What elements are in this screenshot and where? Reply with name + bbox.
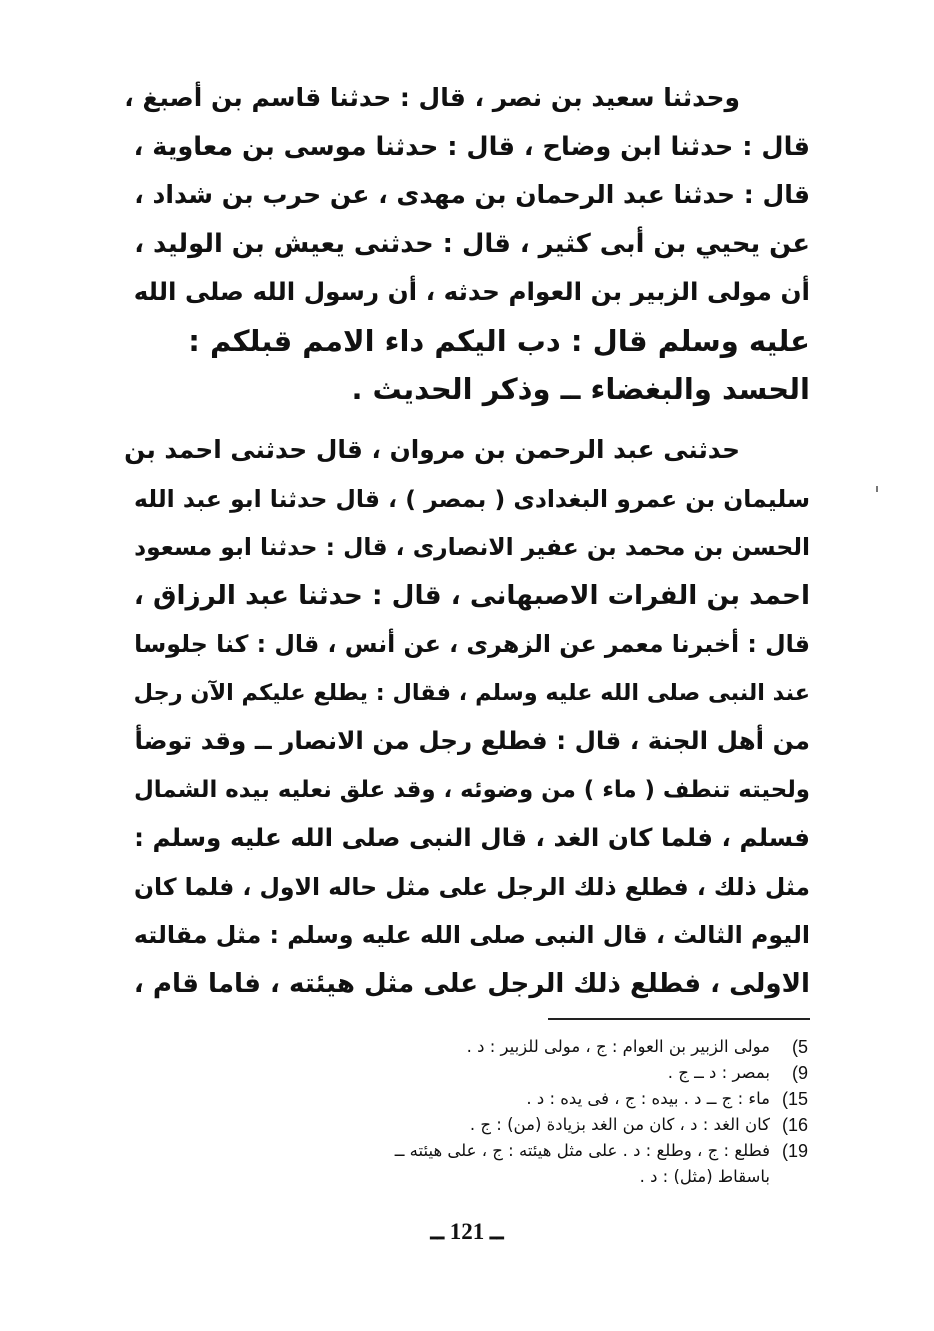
footnote-text: مولى الزبير بن العوام : ج ، مولى للزبير : د . <box>466 1037 770 1056</box>
text-line: عليه وسلم قال : دب اليكم داء الامم قبلكم : <box>188 323 810 358</box>
text-line: ولحيته تنطف ( ماء ) من وضوئه ، وقد علق نعليه بيده الشمال <box>133 776 810 803</box>
text-line: اليوم الثالث ، قال النبى صلى الله عليه وسلم : مثل مقالته <box>133 921 810 949</box>
text-line: احمد بن الفرات الاصبهانى ، قال : حدثنا عبد الرزاق ، <box>133 580 810 611</box>
text-line: حدثنى عبد الرحمن بن مروان ، قال حدثنى احمد بن <box>124 435 740 464</box>
text-line: أن مولى الزبير بن العوام حدثه ، أن رسول الله صلى الله <box>133 277 810 306</box>
footnote-text: بمصر : د ــ ج . <box>667 1063 770 1082</box>
footnote-number: 19) <box>781 1141 808 1161</box>
footnote-number: 15) <box>781 1089 808 1109</box>
footnote-number: 9) <box>791 1063 808 1083</box>
text-line: عند النبى صلى الله عليه وسلم ، فقال : يطلع عليكم الآن رجل <box>133 679 810 706</box>
footnote-item <box>300 1086 808 1112</box>
text-line: مثل ذلك ، فطلع ذلك الرجل على مثل حاله الاول ، فلما كان <box>133 872 810 901</box>
text-line: سليمان بن عمرو البغدادى ( بمصر ) ، قال حدثنا ابو عبد الله <box>134 484 810 513</box>
footnote-item <box>300 1060 808 1086</box>
footnote-number: 5) <box>791 1037 808 1057</box>
text-line: فسلم ، فلما كان الغد ، قال النبى صلى الله عليه وسلم : <box>134 823 810 852</box>
page-number: ــ 121 ــ <box>430 1219 504 1244</box>
footnote-number: 16) <box>781 1115 808 1135</box>
text-line: وحدثنا سعيد بن نصر ، قال : حدثنا قاسم بن أصبغ ، <box>124 83 740 112</box>
text-line: قال : أخبرنا معمر عن الزهرى ، عن أنس ، قال : كنا جلوسا <box>134 630 810 658</box>
scan-speck <box>876 486 878 492</box>
text-line: عن يحيي بن أبى كثير ، قال : حدثنى يعيش بن الوليد ، <box>134 228 810 259</box>
footnote-item <box>300 1138 808 1164</box>
footnotes <box>300 1034 808 1190</box>
footnote-separator <box>548 1018 810 1020</box>
footnote-text: فطلع : ج ، وطلع : د . على مثل هيئته : ج ، على هيئته ــ <box>394 1141 770 1160</box>
text-line: الحسن بن محمد بن عفير الانصارى ، قال : حدثنا ابو مسعود <box>134 533 810 561</box>
text-line: قال : حدثنا ابن وضاح ، قال : حدثنا موسى بن معاوية ، <box>133 131 810 162</box>
footnote-item <box>300 1112 808 1138</box>
text-line: الحسد والبغضاء ــ وذكر الحديث . <box>351 372 810 406</box>
text-line: قال : حدثنا عبد الرحمان بن مهدى ، عن حرب بن شداد ، <box>134 180 810 209</box>
text-line: من أهل الجنة ، قال : فطلع رجل من الانصار ــ وقد توضأ <box>134 726 810 755</box>
text-line: الاولى ، فطلع ذلك الرجل على مثل هيئته ، فاما قام ، <box>133 968 810 999</box>
footnote-text: ماء : ج ــ د . بيده : ج ، فى يده : د . <box>526 1089 770 1108</box>
paragraph-1 <box>120 74 810 414</box>
footnote-text: كان الغد : د ، كان من الغد بزيادة (من) : ج . <box>469 1115 770 1134</box>
footnote-continuation: باسقاط (مثل) : د . <box>639 1167 770 1186</box>
paragraph-2 <box>120 426 810 1008</box>
footnote-item <box>300 1034 808 1060</box>
